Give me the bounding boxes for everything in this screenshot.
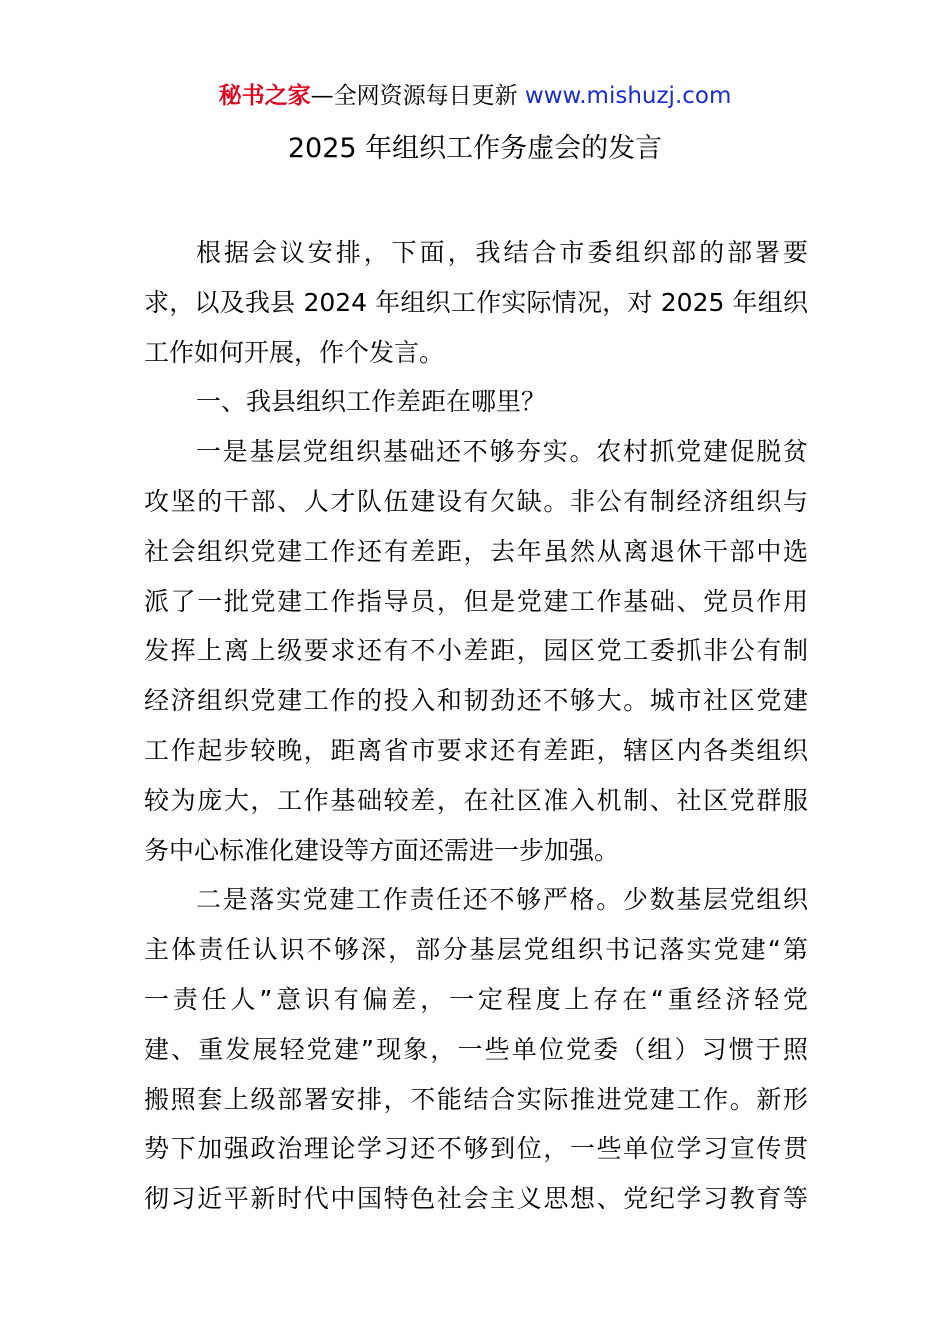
paragraph-line: 务中心标准化建设等方面还需进一步加强。 xyxy=(144,835,620,865)
paragraph-line: 较为庞大，工作基础较差，在社区准入机制、社区党群服 xyxy=(144,785,808,815)
document-body xyxy=(144,228,808,1224)
paragraph-line: 势下加强政治理论学习还不够到位，一些单位学习宣传贯 xyxy=(144,1134,808,1164)
paragraph-line: 一是基层党组织基础还不够夯实。农村抓党建促脱贫 xyxy=(196,437,808,467)
document-title: 2025 年组织工作务虚会的发言 xyxy=(287,133,663,164)
paragraph-line: 求，以及我县 2024 年组织工作实际情况，对 2025 年组织 xyxy=(144,287,808,317)
banner-tagline: —全网资源每日更新 xyxy=(310,83,525,109)
paragraph-line: 攻坚的干部、人才队伍建设有欠缺。非公有制经济组织与 xyxy=(144,486,808,516)
paragraph-line: 工作起步较晚，距离省市要求还有差距，辖区内各类组织 xyxy=(144,735,808,765)
paragraph-line: 社会组织党建工作还有差距，去年虽然从离退休干部中选 xyxy=(144,536,808,566)
paragraph-line: 搬照套上级部署安排，不能结合实际推进党建工作。新形 xyxy=(144,1084,808,1114)
paragraph-line: 经济组织党建工作的投入和韧劲还不够大。城市社区党建 xyxy=(144,686,808,716)
brand-name: 秘书之家 xyxy=(218,83,311,109)
paragraph-line: 主体责任认识不够深，部分基层党组织书记落实党建“第 xyxy=(144,935,808,965)
paragraph-line: 派了一批党建工作指导员，但是党建工作基础、党员作用 xyxy=(144,586,808,616)
paragraph-line: 发挥上离上级要求还有不小差距，园区党工委抓非公有制 xyxy=(144,636,808,666)
site-banner xyxy=(0,80,950,112)
paragraph-line: 二是落实党建工作责任还不够严格。少数基层党组织 xyxy=(196,885,808,915)
paragraph-line: 彻习近平新时代中国特色社会主义思想、党纪学习教育等 xyxy=(144,1184,808,1214)
paragraph-line: 工作如何开展，作个发言。 xyxy=(144,337,445,367)
paragraph-line: 建、重发展轻党建”现象，一些单位党委（组）习惯于照 xyxy=(144,1034,808,1064)
paragraph-line: 根据会议安排，下面，我结合市委组织部的部署要 xyxy=(196,238,808,267)
paragraph-line: 一责任人”意识有偏差，一定程度上存在“重经济轻党 xyxy=(144,984,808,1014)
section-heading: 一、我县组织工作差距在哪里？ xyxy=(196,387,547,417)
site-url-link[interactable]: www.mishuzj.com xyxy=(524,83,732,109)
